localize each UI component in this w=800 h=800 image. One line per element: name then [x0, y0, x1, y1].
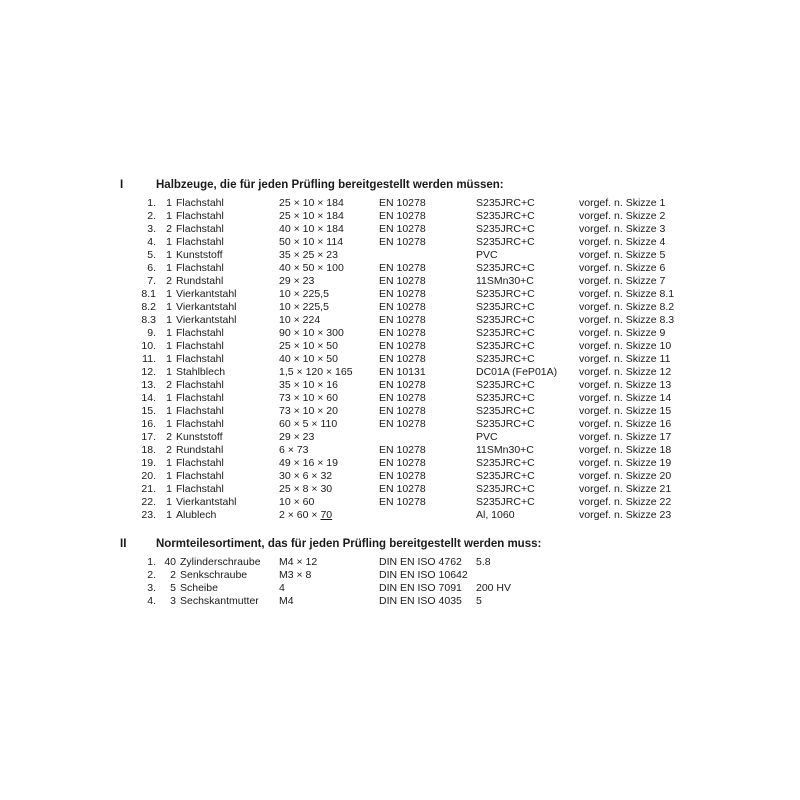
item-dimensions — [279, 197, 379, 210]
item-quantity: 1 — [166, 210, 172, 222]
item-material: S235JRC+C — [476, 470, 535, 482]
item-standard: EN 10278 — [379, 418, 426, 430]
part-standard: DIN EN ISO 10642 — [379, 569, 468, 581]
table-row — [132, 288, 689, 301]
item-material: PVC — [476, 431, 498, 443]
item-dimensions — [279, 262, 379, 275]
table-row — [132, 314, 689, 327]
item-sketch-reference: vorgef. n. Skizze 18 — [579, 444, 672, 456]
item-sketch-reference: vorgef. n. Skizze 11 — [579, 353, 671, 365]
item-material: S235JRC+C — [476, 418, 535, 430]
item-material: S235JRC+C — [476, 392, 535, 404]
item-name: Flachstahl — [176, 210, 224, 222]
item-dimensions — [279, 418, 379, 431]
item-name: Alublech — [176, 509, 217, 521]
item-number: 18. — [141, 444, 156, 456]
item-standard — [379, 509, 476, 522]
item-name: Rundstahl — [176, 275, 224, 287]
item-dimensions-text: 25 × 8 × 30 — [279, 483, 333, 495]
item-quantity: 1 — [166, 301, 172, 313]
part-standard: DIN EN ISO 4035 — [379, 595, 462, 607]
part-number: 4. — [147, 595, 156, 607]
item-standard: EN 10278 — [379, 262, 426, 274]
item-number: 2. — [147, 210, 156, 222]
part-name: Senkschraube — [180, 569, 248, 581]
item-dimensions — [279, 457, 379, 470]
item-number: 9. — [147, 327, 156, 339]
item-dimensions-text: 10 × 225,5 — [279, 288, 329, 300]
item-material: S235JRC+C — [476, 496, 535, 508]
item-dimensions — [279, 301, 379, 314]
section-2-number: II — [120, 538, 127, 550]
table-row — [132, 595, 536, 608]
item-name: Flachstahl — [176, 483, 224, 495]
item-dimensions — [279, 392, 379, 405]
part-standard: DIN EN ISO 7091 — [379, 582, 462, 594]
part-quantity: 2 — [170, 569, 176, 581]
item-name: Flachstahl — [176, 418, 224, 430]
item-material: S235JRC+C — [476, 301, 535, 313]
item-sketch-reference: vorgef. n. Skizze 7 — [579, 275, 666, 287]
item-sketch-reference: vorgef. n. Skizze 16 — [579, 418, 672, 430]
item-number: 4. — [147, 236, 156, 248]
item-number: 12. — [141, 366, 156, 378]
item-dimensions — [279, 379, 379, 392]
item-sketch-reference: vorgef. n. Skizze 23 — [579, 509, 672, 521]
table-row — [132, 392, 689, 405]
item-name: Kunststoff — [176, 249, 223, 261]
item-standard — [379, 431, 476, 444]
part-number: 2. — [147, 569, 156, 581]
item-number: 6. — [147, 262, 156, 274]
table-row — [132, 509, 689, 522]
item-name: Flachstahl — [176, 262, 224, 274]
table-row — [132, 431, 689, 444]
section-1-title: Halbzeuge, die für jeden Prüfling bereitgestellt werden müssen: — [156, 179, 504, 191]
item-dimensions — [279, 366, 379, 379]
table-row — [132, 405, 689, 418]
item-standard: EN 10278 — [379, 496, 426, 508]
item-name: Flachstahl — [176, 223, 224, 235]
item-quantity: 1 — [166, 418, 172, 430]
table-row — [132, 582, 536, 595]
item-quantity: 1 — [166, 496, 172, 508]
part-quantity: 3 — [170, 595, 176, 607]
item-dimensions-text: 50 × 10 × 114 — [279, 236, 344, 248]
part-size: M3 × 8 — [279, 569, 312, 581]
table-row — [132, 444, 689, 457]
item-quantity: 2 — [166, 444, 172, 456]
item-name: Flachstahl — [176, 197, 224, 209]
item-number: 22. — [141, 496, 156, 508]
item-number: 8.1 — [141, 288, 156, 300]
item-sketch-reference: vorgef. n. Skizze 4 — [579, 236, 666, 248]
item-material: S235JRC+C — [476, 314, 535, 326]
item-standard: EN 10278 — [379, 197, 426, 209]
item-sketch-reference: vorgef. n. Skizze 8.3 — [579, 314, 675, 326]
table-row — [132, 210, 689, 223]
table-row — [132, 262, 689, 275]
item-dimensions — [279, 314, 379, 327]
section-2-title: Normteilesortiment, das für jeden Prüfling bereitgestellt werden muss: — [156, 538, 542, 550]
item-standard — [379, 249, 476, 262]
item-sketch-reference: vorgef. n. Skizze 15 — [579, 405, 672, 417]
item-dimensions — [279, 275, 379, 288]
item-quantity: 1 — [166, 249, 172, 261]
table-row — [132, 223, 689, 236]
item-standard: EN 10278 — [379, 405, 426, 417]
item-standard: EN 10278 — [379, 353, 426, 365]
part-number: 1. — [147, 556, 156, 568]
item-sketch-reference: vorgef. n. Skizze 17 — [579, 431, 672, 443]
table-row — [132, 340, 689, 353]
item-quantity: 1 — [166, 327, 172, 339]
item-sketch-reference: vorgef. n. Skizze 5 — [579, 249, 666, 261]
item-dimensions-text: 49 × 16 × 19 — [279, 457, 338, 469]
item-standard: EN 10131 — [379, 366, 426, 378]
part-quantity: 5 — [170, 582, 176, 594]
item-dimensions — [279, 470, 379, 483]
table-row — [132, 327, 689, 340]
item-material: S235JRC+C — [476, 262, 535, 274]
item-material: S235JRC+C — [476, 197, 535, 209]
item-quantity: 1 — [166, 366, 172, 378]
item-standard: EN 10278 — [379, 314, 426, 326]
item-quantity: 2 — [166, 431, 172, 443]
item-dimensions — [279, 496, 379, 509]
item-dimensions-text: 10 × 225,5 — [279, 301, 329, 313]
item-material: S235JRC+C — [476, 353, 535, 365]
part-grade: 200 HV — [476, 582, 512, 594]
part-name: Sechskantmutter — [180, 595, 259, 607]
standard-parts-table — [132, 556, 536, 608]
part-size: 4 — [279, 582, 285, 594]
item-number: 11. — [142, 353, 156, 365]
item-sketch-reference: vorgef. n. Skizze 22 — [579, 496, 672, 508]
item-dimensions-text: 1,5 × 120 × 165 — [279, 366, 353, 378]
item-dimensions-text: 40 × 10 × 184 — [279, 223, 344, 235]
item-standard: EN 10278 — [379, 392, 426, 404]
table-row — [132, 275, 689, 288]
item-material: S235JRC+C — [476, 288, 535, 300]
item-quantity: 1 — [166, 483, 172, 495]
item-material: 11SMn30+C — [476, 275, 534, 287]
item-name: Flachstahl — [176, 379, 224, 391]
item-name: Flachstahl — [176, 340, 224, 352]
item-standard: EN 10278 — [379, 236, 426, 248]
item-standard: EN 10278 — [379, 288, 426, 300]
item-quantity: 1 — [166, 509, 172, 521]
item-dimensions-underlined: 70 — [320, 509, 333, 521]
item-dimensions — [279, 353, 379, 366]
item-number: 8.3 — [141, 314, 156, 326]
item-material: S235JRC+C — [476, 483, 535, 495]
table-row — [132, 556, 536, 569]
section-1-number: I — [120, 179, 124, 191]
item-dimensions — [279, 236, 379, 249]
item-standard: EN 10278 — [379, 444, 426, 456]
item-material: S235JRC+C — [476, 223, 535, 235]
item-dimensions-text: 25 × 10 × 184 — [279, 210, 344, 222]
item-number: 8.2 — [141, 301, 156, 313]
item-dimensions — [279, 509, 379, 522]
item-dimensions-text: 73 × 10 × 20 — [279, 405, 338, 417]
part-grade: 5.8 — [476, 556, 491, 568]
item-dimensions — [279, 405, 379, 418]
item-number: 5. — [147, 249, 156, 261]
item-quantity: 1 — [166, 340, 172, 352]
item-dimensions — [279, 249, 379, 262]
item-material: S235JRC+C — [476, 327, 535, 339]
item-dimensions-text: 6 × 73 — [279, 444, 309, 456]
item-standard: EN 10278 — [379, 379, 426, 391]
item-number: 13. — [141, 379, 156, 391]
table-row — [132, 301, 689, 314]
table-row — [132, 236, 689, 249]
item-dimensions-text: 30 × 6 × 32 — [279, 470, 333, 482]
table-row — [132, 418, 689, 431]
item-number: 23. — [141, 509, 156, 521]
item-standard: EN 10278 — [379, 223, 426, 235]
section-2-heading — [120, 538, 541, 550]
item-name: Flachstahl — [176, 392, 224, 404]
item-material: S235JRC+C — [476, 457, 535, 469]
item-sketch-reference: vorgef. n. Skizze 21 — [579, 483, 672, 495]
item-quantity: 2 — [166, 223, 172, 235]
part-grade — [476, 569, 536, 582]
item-quantity: 1 — [166, 197, 172, 209]
item-name: Vierkantstahl — [176, 301, 237, 313]
part-name: Zylinderschraube — [180, 556, 261, 568]
item-dimensions-text: 29 × 23 — [279, 431, 315, 443]
item-standard: EN 10278 — [379, 301, 426, 313]
item-number: 19. — [141, 457, 156, 469]
item-quantity: 1 — [166, 457, 172, 469]
item-number: 17. — [141, 431, 156, 443]
item-dimensions-text: 40 × 10 × 50 — [279, 353, 338, 365]
item-dimensions-text: 35 × 10 × 16 — [279, 379, 338, 391]
item-sketch-reference: vorgef. n. Skizze 14 — [579, 392, 672, 404]
item-dimensions — [279, 340, 379, 353]
item-dimensions-text: 60 × 5 × 110 — [279, 418, 338, 430]
item-standard: EN 10278 — [379, 470, 426, 482]
part-size: M4 × 12 — [279, 556, 318, 568]
item-name: Flachstahl — [176, 327, 224, 339]
item-number: 14. — [141, 392, 156, 404]
item-dimensions-text: 35 × 25 × 23 — [279, 249, 338, 261]
item-standard: EN 10278 — [379, 340, 426, 352]
table-row — [132, 249, 689, 262]
item-name: Rundstahl — [176, 444, 224, 456]
item-dimensions — [279, 223, 379, 236]
item-sketch-reference: vorgef. n. Skizze 6 — [579, 262, 666, 274]
semi-finished-products-table — [132, 197, 689, 522]
item-number: 1. — [147, 197, 156, 209]
item-dimensions-text: 40 × 50 × 100 — [279, 262, 344, 274]
item-name: Flachstahl — [176, 353, 224, 365]
item-name: Vierkantstahl — [176, 314, 237, 326]
item-sketch-reference: vorgef. n. Skizze 10 — [579, 340, 672, 352]
item-number: 15. — [141, 405, 156, 417]
item-name: Stahlblech — [176, 366, 226, 378]
table-row — [132, 366, 689, 379]
item-dimensions — [279, 483, 379, 496]
item-sketch-reference: vorgef. n. Skizze 9 — [579, 327, 666, 339]
item-material: S235JRC+C — [476, 236, 535, 248]
item-quantity: 1 — [166, 236, 172, 248]
item-standard: EN 10278 — [379, 327, 426, 339]
item-sketch-reference: vorgef. n. Skizze 2 — [579, 210, 666, 222]
part-size: M4 — [279, 595, 294, 607]
item-dimensions — [279, 327, 379, 340]
item-quantity: 1 — [166, 288, 172, 300]
table-row — [132, 483, 689, 496]
item-dimensions — [279, 288, 379, 301]
section-1-heading — [120, 179, 504, 191]
item-name: Vierkantstahl — [176, 288, 237, 300]
table-row — [132, 457, 689, 470]
table-row — [132, 353, 689, 366]
item-material: S235JRC+C — [476, 405, 535, 417]
item-number: 21. — [141, 483, 156, 495]
item-dimensions-text: 73 × 10 × 60 — [279, 392, 338, 404]
item-dimensions — [279, 444, 379, 457]
item-dimensions-text: 10 × 60 — [279, 496, 315, 508]
table-row — [132, 379, 689, 392]
item-dimensions-text: 10 × 224 — [279, 314, 321, 326]
item-dimensions-text: 29 × 23 — [279, 275, 315, 287]
item-dimensions-text: 25 × 10 × 50 — [279, 340, 338, 352]
item-sketch-reference: vorgef. n. Skizze 8.1 — [579, 288, 675, 300]
item-quantity: 2 — [166, 379, 172, 391]
item-name: Flachstahl — [176, 470, 224, 482]
item-name: Flachstahl — [176, 405, 224, 417]
item-material: PVC — [476, 249, 498, 261]
item-material: S235JRC+C — [476, 210, 535, 222]
item-number: 10. — [141, 340, 156, 352]
item-material: S235JRC+C — [476, 379, 535, 391]
item-dimensions — [279, 210, 379, 223]
table-row — [132, 496, 689, 509]
item-sketch-reference: vorgef. n. Skizze 13 — [579, 379, 672, 391]
item-name: Flachstahl — [176, 236, 224, 248]
item-sketch-reference: vorgef. n. Skizze 1 — [579, 197, 666, 209]
part-standard: DIN EN ISO 4762 — [379, 556, 462, 568]
item-dimensions-text: 2 × 60 × — [279, 509, 321, 521]
item-quantity: 1 — [166, 470, 172, 482]
item-material: Al, 1060 — [476, 509, 515, 521]
part-quantity: 40 — [164, 556, 176, 568]
item-sketch-reference: vorgef. n. Skizze 12 — [579, 366, 672, 378]
item-dimensions-text: 90 × 10 × 300 — [279, 327, 344, 339]
item-material: DC01A (FeP01A) — [476, 366, 558, 378]
table-row — [132, 569, 536, 582]
item-quantity: 1 — [166, 353, 172, 365]
item-quantity: 1 — [166, 392, 172, 404]
item-sketch-reference: vorgef. n. Skizze 3 — [579, 223, 666, 235]
item-sketch-reference: vorgef. n. Skizze 19 — [579, 457, 672, 469]
item-quantity: 1 — [166, 262, 172, 274]
part-name: Scheibe — [180, 582, 218, 594]
item-number: 16. — [141, 418, 156, 430]
item-number: 7. — [147, 275, 156, 287]
item-material: 11SMn30+C — [476, 444, 534, 456]
item-number: 3. — [147, 223, 156, 235]
table-row — [132, 470, 689, 483]
item-name: Kunststoff — [176, 431, 223, 443]
item-sketch-reference: vorgef. n. Skizze 20 — [579, 470, 672, 482]
table-row — [132, 197, 689, 210]
item-quantity: 1 — [166, 405, 172, 417]
item-name: Vierkantstahl — [176, 496, 237, 508]
part-grade: 5 — [476, 595, 482, 607]
item-name: Flachstahl — [176, 457, 224, 469]
item-standard: EN 10278 — [379, 210, 426, 222]
item-quantity: 1 — [166, 314, 172, 326]
item-standard: EN 10278 — [379, 457, 426, 469]
part-number: 3. — [147, 582, 156, 594]
item-standard: EN 10278 — [379, 483, 426, 495]
item-sketch-reference: vorgef. n. Skizze 8.2 — [579, 301, 675, 313]
item-number: 20. — [141, 470, 156, 482]
item-material: S235JRC+C — [476, 340, 535, 352]
item-dimensions-text: 25 × 10 × 184 — [279, 197, 344, 209]
item-dimensions — [279, 431, 379, 444]
item-quantity: 2 — [166, 275, 172, 287]
item-standard: EN 10278 — [379, 275, 426, 287]
